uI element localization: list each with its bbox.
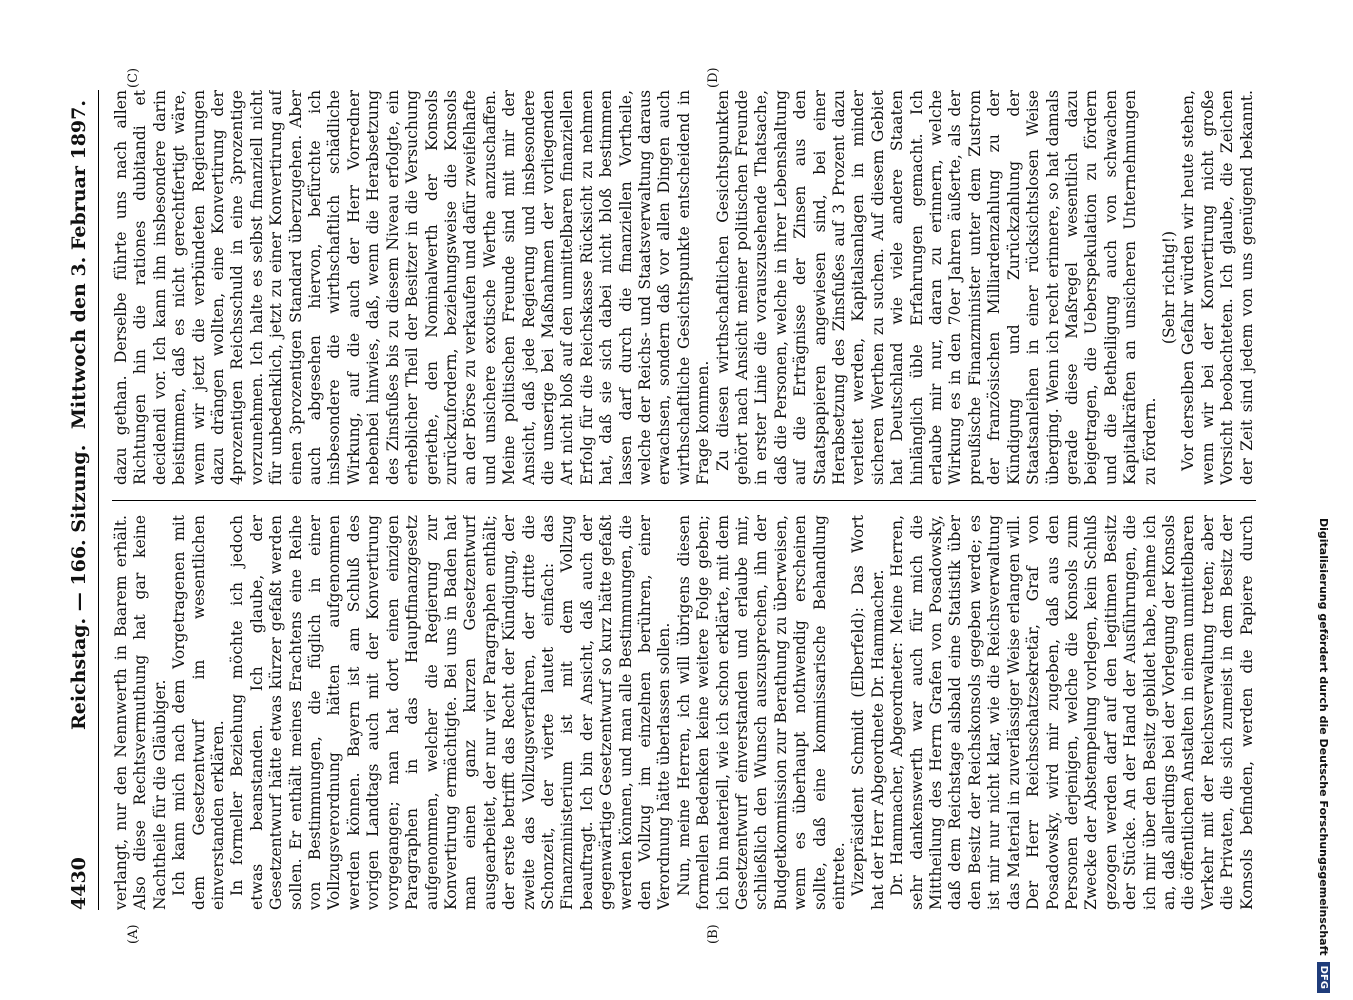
dfg-logo: DFG [1318, 962, 1331, 993]
margin-mark-b: (B) [706, 924, 721, 944]
paragraph: In formeller Beziehung möchte ich jedoch etwas beanstanden. Ich glaube, der Gesetzentwurf hätte etwas kürzer gefaßt werden sollen. Er enthält meines Erachtens eine Reihe von Bestimmungen, die füglich in einer Vollzugsverordnung hätten aufgenommen werden können. Bayern ist am Schluß des vorigen Landtags auch mit der Konvertirung vorgegangen; man hat dort einen einzigen Paragraphen in das Hauptfinanzgesetz aufgenommen, welcher die Regierung zur Konvertirung ermächtigte. Bei uns in Baden hat man einen ganz kurzen Gesetzentwurf ausgearbeitet, der nur vier Paragraphen enthält; der erste betrifft das Recht der Kündigung, der zweite das Vollzugsverfahren, der dritte die Schonzeit, der vierte lautet einfach: das Finanzministerium ist mit dem Vollzug beauftragt. Ich bin der Ansicht, daß auch der gegenwärtige Gesetzentwurf so kurz hätte gefaßt werden können, und man alle Bestimmungen, die den Vollzug im einzelnen berühren, einer Verordnung hätte überlassen sollen. [228, 515, 674, 910]
paragraph: dazu gethan. Derselbe führte uns nach allen Richtungen hin die rationes dubitandi et decidendi vor. Ich kann ihn insbesondere darin beistimmen, daß es nicht gerechtfertigt wäre, wenn wir jetzt die verbündeten Regierungen dazu drängen wollten, eine Konvertirung der 4prozentigen Reichsschuld in eine 3prozentige vorzunehmen. Ich halte es selbst finanziell nicht für unbedenklich, jetzt zu einer Konvertirung auf einen 3prozentigen Standard überzugehen. Aber auch abgesehen hiervon, befürchte ich insbesondere die wirthschaftlich schädliche Wirkung, auf die auch der Herr Vorredner nebenbei hinwies, daß, wenn die Herabsetzung des Zinsfußes bis zu diesem Niveau erfolgte, ein erheblicher Theil der Besitzer in die Versuchung geriethe, den Nominalwerth der Konsols zurückzufordern, beziehungsweise die Konsols an der Börse zu verkaufen und dafür zweifelhafte und unsichere exotische Werthe anzuschaffen. Meine politischen Freunde sind mit mir der Ansicht, daß jede Regierung und insbesondere die unserige bei Maßnahmen der vorliegenden Art nicht bloß auf den unmittelbaren finanziellen Erfolg für die Reichskasse Rücksicht zu nehmen hat, daß sie sich dabei nicht bloß bestimmen lassen darf durch die finanziellen Vortheile, welche der Reichs- und Staatsverwaltung daraus erwachsen, sondern daß vor allen Dingen auch wirthschaftliche Gesichtspunkte entscheidend in Frage kommen. [112, 90, 713, 485]
paragraph: Vizepräsident Schmidt (Elberfeld): Das Wort hat der Herr Abgeordnete Dr. Hammacher. [849, 515, 887, 910]
credit-text: Digitalisierung gefördert durch die Deutsche Forschungsgemeinschaft [1317, 517, 1331, 956]
paragraph: verlangt, nur den Nennwerth in Baarem erhält. Also diese Rechtsvermuthung hat gar keine Nachtheile für die Gläubiger. [112, 515, 169, 910]
paragraph: Zu diesen wirthschaftlichen Gesichtspunkten gehört nach Ansicht meiner politischen Freunde in erster Linie die vorauszusehende Thatsache, daß die Personen, welche in ihrer Lebenshaltung auf die Erträgnisse der Zinsen aus den Staatspapieren angewiesen sind, bei einer Herabsetzung des Zinsfußes auf 3 Prozent dazu verleitet werden, Kapitalsanlagen in minder sicheren Werthen zu suchen. Auf diesem Gebiet hat Deutschland wie viele andere Staaten hinlänglich üble Erfahrungen gemacht. Ich erlaube mir nur, daran zu erinnern, welche Wirkung es in den 70er Jahren äußerte, als der preußische Finanzminister unter dem Zustrom der französischen Milliardenzahlung zu der Kündigung und Zurückzahlung der Staatsanleihen in einer rücksichtslosen Weise überging. Wenn ich recht erinnere, so hat damals gerade diese Maßregel wesentlich dazu beigetragen, die Ueberspekulation zu fördern und die Betheiligung auch von schwachen Kapitalkräften an unsicheren Unternehmungen zu fördern. [713, 90, 1159, 485]
left-column [112, 515, 1256, 910]
date-title: Mittwoch den 3. Februar 1897. [68, 100, 90, 430]
paragraph: Ich kann mich nach dem Vorgetragenen mit dem Gesetzentwurf im wesentlichen einverstanden erklären. [170, 515, 228, 910]
margin-mark-a: (A) [126, 924, 141, 944]
column-divider [112, 500, 1256, 501]
newspaper-page [26, 50, 1326, 950]
page-header [64, 90, 99, 910]
session-title: Reichstag. — 166. Sitzung. [68, 444, 90, 730]
paragraph: Nun, meine Herren, ich will übrigens diesen formellen Bedenken keine weitere Folge geben; ich bin materiell, wie ich schon erklärte, mit dem Gesetzentwurf einverstanden und erlaube mir, schließlich den Wunsch auszusprechen, ihn der Budgetkommission zur Berathung zu überweisen, wenn es überhaupt nothwendig erscheinen sollte, daß eine kommissarische Behandlung eintrete. [674, 515, 849, 910]
paragraph: Dr. Hammacher, Abgeordneter: Meine Herren, sehr dankenswerth war auch für mich die Mittheilung des Herrn Grafen von Posadowsky, daß dem Reichstage alsbald eine Statistik über den Besitz der Reichskonsols gegeben werde; es ist mir nur nicht klar, wie die Reichsverwaltung das Material in zuverlässiger Weise erlangen will. Der Herr Reichsschatzsekretär, Graf von Posadowsky, wird mir zugeben, daß aus den Personen derjenigen, welche die Konsols zum Zwecke der Abstempelung vorlegen, kein Schluß gezogen werden darf auf den legitimen Besitz der Stücke. An der Hand der Ausführungen, die ich mir über den Besitz gebildet habe, nehme ich an, daß allerdings bei der Vorlegung der Konsols die öffentlichen Anstalten in einem unmittelbaren Verkehr mit der Reichsverwaltung treten; aber die Privaten, die sich zumeist in dem Besitz der Konsols befinden, werden die Papiere durch [888, 515, 1256, 910]
margin-mark-d: (D) [706, 67, 721, 88]
page-number: 4430 [68, 857, 90, 910]
digitization-credit [1302, 6, 1346, 1000]
paragraph: Vor derselben Gefahr würden wir heute stehen, wenn wir bei der Konvertirung nicht große Vorsicht beobachteten. Ich glaube, die Zeichen der Zeit sind jedem von uns genügend bekannt. [1179, 90, 1256, 485]
interjection: (Sehr richtig!) [1159, 230, 1178, 345]
margin-mark-c: (C) [126, 67, 141, 88]
right-column [112, 90, 1256, 485]
rotated-page [26, 50, 1326, 950]
